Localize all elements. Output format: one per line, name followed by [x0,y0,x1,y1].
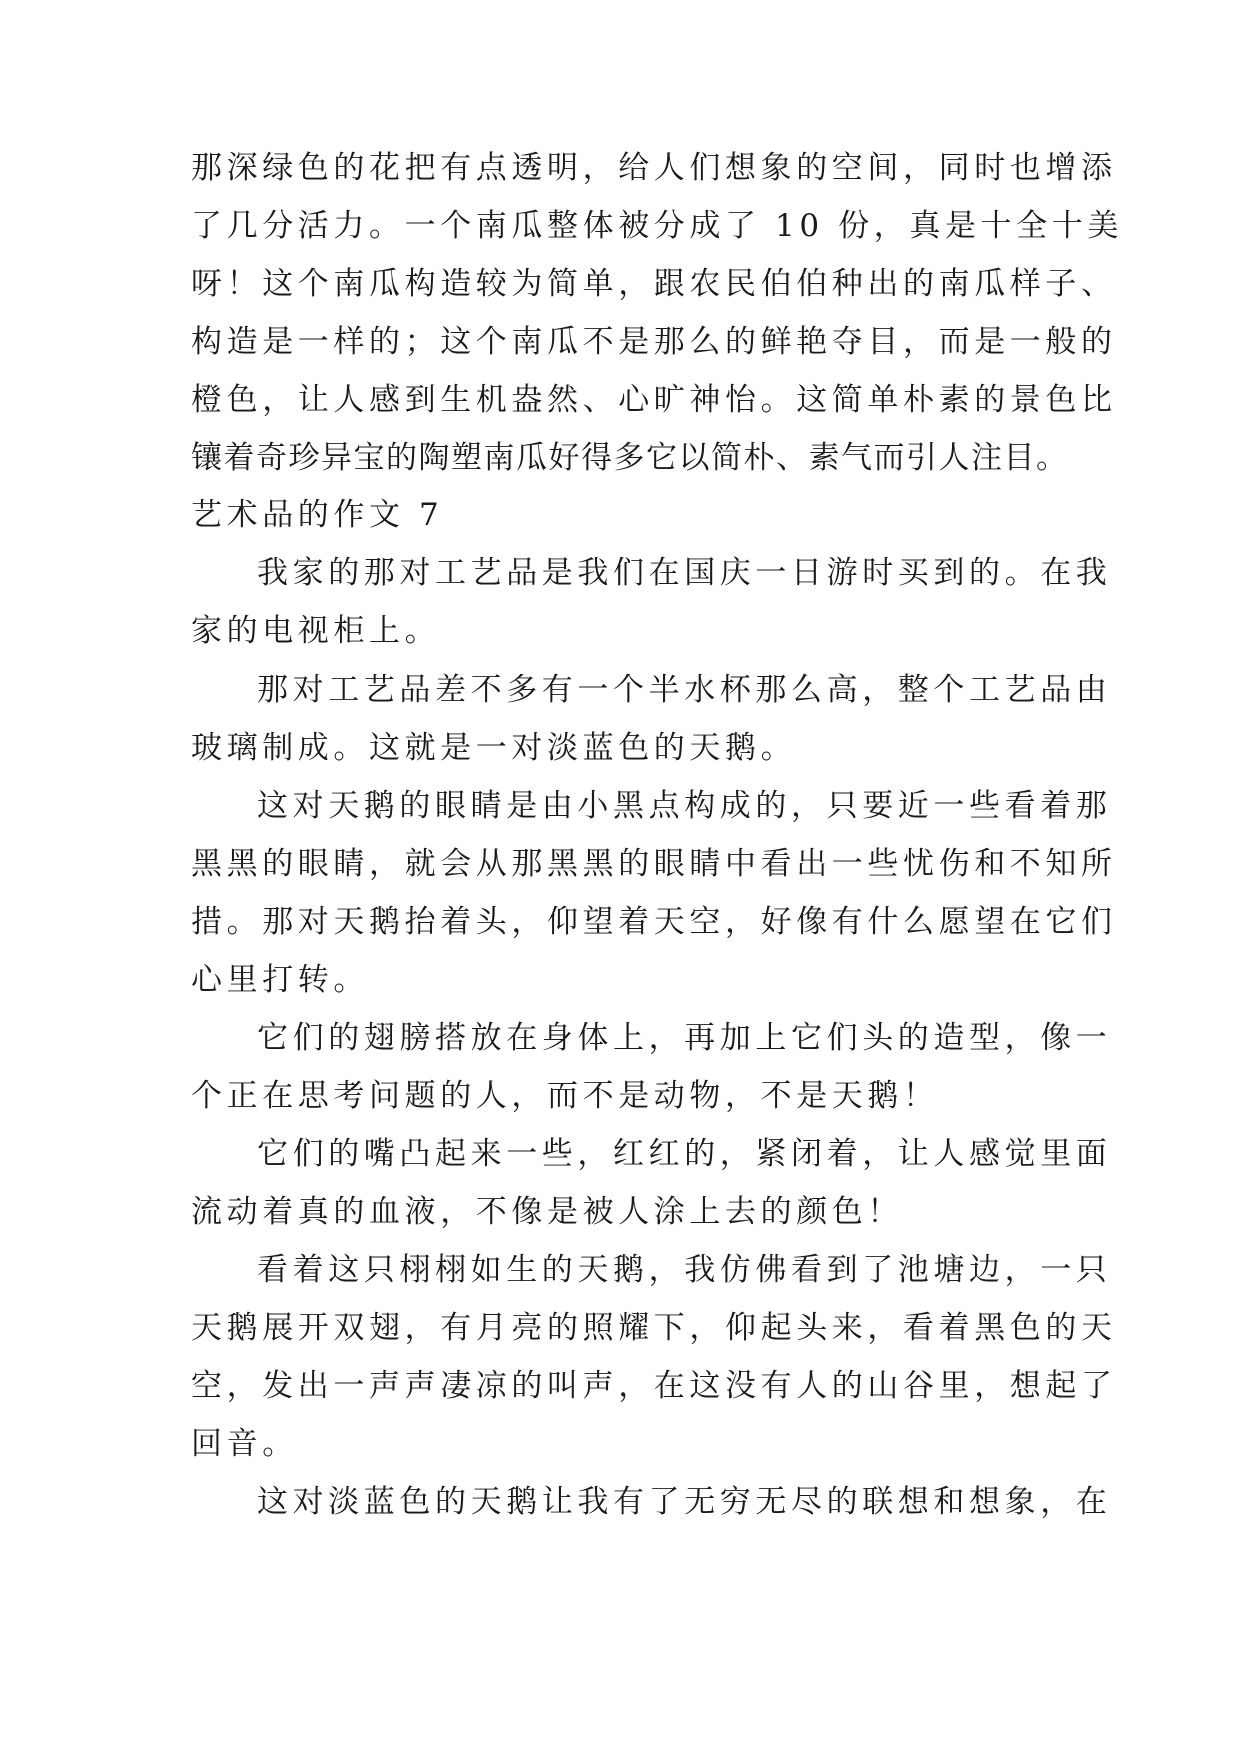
text-line: 流动着真的血液，不像是被人涂上去的颜色！ [191,1194,903,1230]
text-line: 构造是一样的；这个南瓜不是那么的鲜艳夺目，而是一般的 [191,324,1117,360]
text-line: 黑黑的眼睛，就会从那黑黑的眼睛中看出一些忧伤和不知所 [191,846,1117,882]
paragraph-first-line: 它们的嘴凸起来一些，红红的，紧闭着，让人感觉里面 [257,1136,1112,1172]
text-line: 措。那对天鹅抬着头，仰望着天空，好像有什么愿望在它们 [191,904,1117,940]
paragraph-first-line: 看着这只栩栩如生的天鹅，我仿佛看到了池塘边，一只 [257,1252,1112,1288]
text-line: 了几分活力。一个南瓜整体被分成了 10 份，真是十全十美 [191,208,1123,244]
paragraph-first-line: 那对工艺品差不多有一个半水杯那么高，整个工艺品由 [257,672,1112,708]
text-line: 呀！这个南瓜构造较为简单，跟农民伯伯种出的南瓜样子、 [191,266,1117,302]
text-line: 镶着奇珍异宝的陶塑南瓜好得多它以简朴、素气而引人注目。 [191,440,1069,476]
text-line: 家的电视柜上。 [191,613,441,649]
section-heading: 艺术品的作文 7 [191,497,444,533]
paragraph-first-line: 这对天鹅的眼睛是由小黑点构成的，只要近一些看着那 [257,788,1112,824]
text-line: 空，发出一声声凄凉的叫声，在这没有人的山谷里，想起了 [191,1368,1117,1404]
text-line: 玻璃制成。这就是一对淡蓝色的天鹅。 [191,730,797,766]
text-line: 那深绿色的花把有点透明，给人们想象的空间，同时也增添 [191,150,1117,186]
text-line: 天鹅展开双翅，有月亮的照耀下，仰起头来，看着黑色的天 [191,1310,1117,1346]
paragraph-first-line: 这对淡蓝色的天鹅让我有了无穷无尽的联想和想象，在 [257,1484,1112,1520]
text-line: 橙色，让人感到生机盎然、心旷神怡。这简单朴素的景色比 [191,382,1117,418]
paragraph-first-line: 我家的那对工艺品是我们在国庆一日游时买到的。在我 [257,555,1112,591]
text-line: 回音。 [191,1426,298,1462]
text-line: 心里打转。 [191,962,369,998]
text-line: 个正在思考问题的人，而不是动物，不是天鹅！ [191,1078,939,1114]
paragraph-first-line: 它们的翅膀搭放在身体上，再加上它们头的造型，像一 [257,1020,1112,1056]
